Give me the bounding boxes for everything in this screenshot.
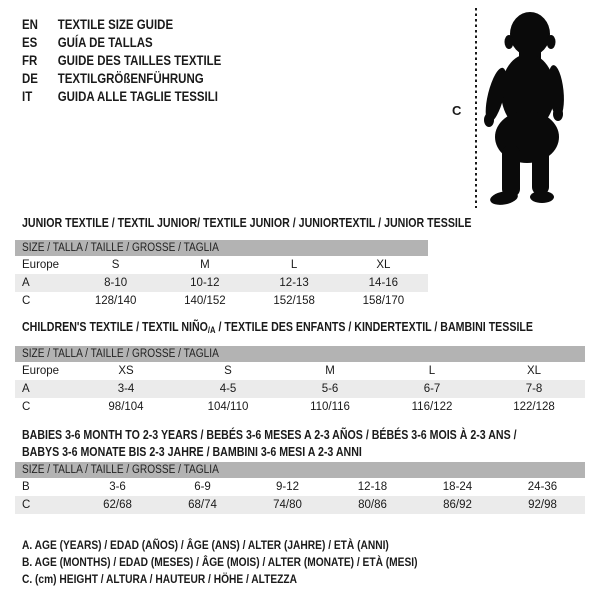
table-row-months	[15, 478, 585, 496]
size-header-cell	[15, 462, 585, 478]
language-row	[22, 16, 221, 34]
size-cell: XS	[118, 365, 134, 377]
size-header-text: SIZE / TALLA / TAILLE / GRÖSSE / TAGLIA	[22, 348, 219, 360]
size-header-text: SIZE / TALLA / TAILLE / GRÖSSE / TAGLIA	[22, 242, 219, 254]
size-header-text: SIZE / TALLA / TAILLE / GRÖSSE / TAGLIA	[22, 464, 219, 476]
row-label: A	[15, 380, 75, 398]
language-code: IT	[22, 89, 33, 104]
height-cell: 98/104	[108, 401, 144, 413]
children-table-title	[22, 319, 533, 338]
height-cell: 122/128	[513, 401, 555, 413]
language-title: TEXTILGRÖßENFÜHRUNG	[57, 71, 204, 86]
size-cell: XL	[376, 259, 391, 271]
children-size-table	[15, 346, 585, 416]
language-code: EN	[22, 17, 38, 32]
babies-table-title-line1: BABIES 3-6 MONTH TO 2-3 YEARS / BEBÉS 3-6 MESES A 2-3 AÑOS / BÉBÉS 3-6 MOIS À 2-3 ANS /	[22, 428, 517, 442]
language-row	[22, 88, 221, 106]
babies-table-title-line2: BABYS 3-6 MONATE BIS 2-3 JAHRE / BAMBINI 3-6 MESI A 2-3 ANNI	[22, 445, 362, 459]
months-cell: 18-24	[442, 481, 473, 493]
size-header-cell	[15, 240, 428, 256]
height-cell: 110/116	[310, 401, 350, 413]
language-row	[22, 52, 221, 70]
age-cell: 12-13	[250, 274, 339, 292]
size-cell: M	[200, 259, 210, 271]
language-row	[22, 70, 221, 88]
height-cell: 74/80	[245, 496, 330, 514]
language-title-block	[22, 16, 221, 106]
children-table-title-text: / TEXTILE DES ENFANTS / KINDERTEXTIL / BAMBINI TESSILE	[215, 320, 533, 334]
table-row-height	[15, 292, 428, 310]
babies-table-title	[22, 427, 600, 461]
size-cell: L	[428, 365, 436, 377]
months-cell: 24-36	[527, 481, 558, 493]
language-title: GUÍA DE TALLAS	[57, 35, 153, 50]
footnote-legend	[22, 537, 487, 588]
babies-size-table	[15, 462, 585, 514]
height-cell: 86/92	[415, 496, 500, 514]
age-cell: 4-5	[177, 380, 279, 398]
footnote-height: C. (cm) HEIGHT / ALTURA / HAUTEUR / HÖHE / ALTEZZA	[22, 572, 298, 586]
height-cell: 104/110	[207, 401, 249, 413]
months-cell: 6-9	[194, 481, 211, 493]
row-label: A	[15, 274, 71, 292]
age-cell: 14-16	[339, 274, 428, 292]
months-cell: 12-18	[357, 481, 388, 493]
age-cell: 6-7	[381, 380, 483, 398]
row-label: C	[15, 496, 75, 514]
toddler-silhouette-icon	[481, 7, 573, 209]
row-label: C	[22, 401, 31, 413]
size-header-row	[15, 346, 585, 362]
footnote-age-years: A. AGE (YEARS) / EDAD (AÑOS) / ÂGE (ANS) / ALTER (JAHRE) / ETÀ (ANNI)	[22, 538, 389, 552]
language-title: GUIDA ALLE TAGLIE TESSILI	[57, 89, 218, 104]
height-cell: 92/98	[500, 496, 585, 514]
age-cell: 3-4	[75, 380, 177, 398]
height-measure-line	[475, 8, 477, 208]
age-cell: 5-6	[279, 380, 381, 398]
size-cell: S	[224, 365, 232, 377]
children-table-title-text: CHILDREN'S TEXTILE / TEXTIL NIÑO	[22, 320, 208, 334]
language-code: ES	[22, 35, 38, 50]
language-code: DE	[22, 71, 38, 86]
height-cell: 152/158	[273, 295, 315, 307]
months-cell: 9-12	[275, 481, 300, 493]
size-header-cell	[15, 346, 585, 362]
size-header-row	[15, 462, 585, 478]
language-title: TEXTILE SIZE GUIDE	[57, 17, 174, 32]
height-cell: 158/170	[362, 295, 405, 307]
language-code: FR	[22, 53, 38, 68]
size-cell: L	[290, 259, 298, 271]
table-row-age	[15, 380, 585, 398]
table-row-europe	[15, 362, 585, 380]
age-cell: 7-8	[483, 380, 585, 398]
height-cell: 116/122	[411, 401, 453, 413]
height-cell: 128/140	[94, 295, 137, 307]
table-row-height	[15, 398, 585, 416]
junior-size-table	[15, 240, 428, 310]
children-table-title-subscript: /A	[207, 325, 216, 335]
height-cell: 80/86	[330, 496, 415, 514]
age-cell: 8-10	[71, 274, 160, 292]
junior-table-title: JUNIOR TEXTILE / TEXTIL JUNIOR/ TEXTILE JUNIOR / JUNIORTEXTIL / JUNIOR TESSILE	[22, 216, 472, 230]
table-row-europe	[15, 256, 428, 274]
row-label: Europe	[22, 259, 60, 271]
row-label: Europe	[22, 365, 60, 377]
height-cell: 62/68	[75, 496, 160, 514]
size-header-row	[15, 240, 428, 256]
footnote-age-months: B. AGE (MONTHS) / EDAD (MESES) / ÂGE (MOIS) / ALTER (MONATE) / ETÀ (MESI)	[22, 555, 418, 569]
size-cell: XL	[526, 365, 542, 377]
age-cell: 10-12	[160, 274, 249, 292]
language-title: GUIDE DES TAILLES TEXTILE	[57, 53, 222, 68]
language-row	[22, 34, 221, 52]
row-label: C	[22, 295, 31, 307]
size-cell: S	[111, 259, 120, 271]
height-cell: 140/152	[184, 295, 226, 307]
height-cell: 68/74	[160, 496, 245, 514]
height-label: C	[452, 103, 462, 118]
months-cell: 3-6	[109, 481, 126, 493]
table-row-height	[15, 496, 585, 514]
table-row-age	[15, 274, 428, 292]
size-cell: M	[325, 365, 335, 377]
row-label: B	[22, 481, 30, 493]
